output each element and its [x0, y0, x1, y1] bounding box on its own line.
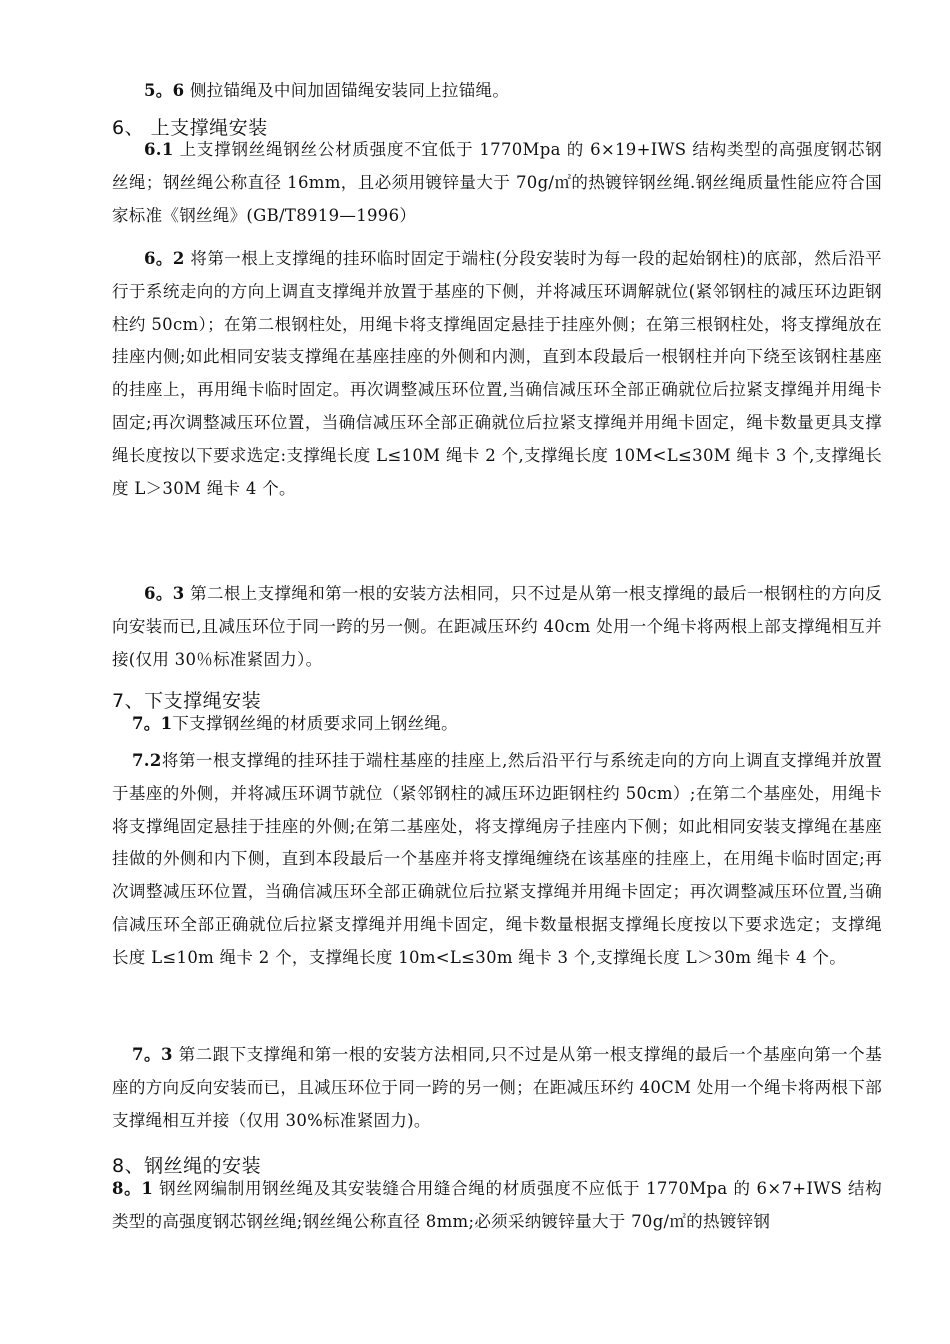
paragraph-text: 上支撑钢丝绳钢丝公材质强度不宜低于 1770Mpa 的 6×19+IWS 结构类型的高强度钢芯钢丝绳；钢丝绳公称直径 16mm，且必须用镀锌量大于 70g/㎡的热镀锌钢丝绳.钢丝绳质量性能应符合国家标准《钢丝绳》(GB/T8919—1996）	[112, 140, 882, 225]
heading-section-8: 8、钢丝绳的安装	[112, 1155, 262, 1177]
section-number: 5。6	[144, 81, 185, 100]
paragraph-text: 下支撑钢丝绳的材质要求同上钢丝绳。	[172, 714, 458, 733]
paragraph-6-3	[112, 578, 882, 676]
paragraph-text: 第二跟下支撑绳和第一根的安装方法相同,只不过是从第一根支撑绳的最后一个基座向第一个基座的方向反向安装而已，且减压环位于同一跨的另一侧；在距减压环约 40CM 处用一个绳卡将两根下部支撑绳相互并接（仅用 30%标准紧固力)。	[112, 1045, 882, 1130]
paragraph-text: 侧拉锚绳及中间加固锚绳安装同上拉锚绳。	[184, 81, 510, 100]
section-number: 6。3	[144, 584, 185, 603]
paragraph-6-2	[112, 243, 882, 505]
paragraph-text: 将第一根上支撑绳的挂环临时固定于端柱(分段安装时为每一段的起始钢柱)的底部，然后沿平行于系统走向的方向上调直支撑绳并放置于基座的下侧，并将减压环调解就位(紧邻钢柱的减压环边距钢柱约 50cm）；在第二根钢柱处，用绳卡将支撑绳固定悬挂于挂座外侧；在第三根钢柱处，将支撑绳放在挂座内侧;如此相同安装支撑绳在基座挂座的外侧和内测，直到本段最后一根钢柱并向下绕至该钢柱基座的挂座上，再用绳卡临时固定。再次调整减压环位置,当确信减压环全部正确就位后拉紧支撑绳并用绳卡固定;再次调整减压环位置，当确信减压环全部正确就位后拉紧支撑绳并用绳卡固定，绳卡数量更具支撑绳长度按以下要求选定:支撑绳长度 L≤10M 绳卡 2 个,支撑绳长度 10M<L≤30M 绳卡 3 个,支撑绳长度 L＞30M 绳卡 4 个。	[112, 249, 882, 498]
section-number: 6.1	[144, 140, 174, 159]
paragraph-text: 钢丝网编制用钢丝绳及其安装缝合用缝合绳的材质强度不应低于 1770Mpa 的 6×7+IWS 结构类型的高强度钢芯钢丝绳;钢丝绳公称直径 8mm;必须采纳镀锌量大于 70g/㎡的热镀锌钢	[112, 1179, 882, 1231]
paragraph-7-3	[112, 1039, 882, 1137]
section-number: 6。2	[144, 249, 185, 268]
section-number: 8。1	[112, 1179, 154, 1198]
paragraph-7-2	[112, 745, 882, 975]
paragraph-text: 将第一根支撑绳的挂环挂于端柱基座的挂座上,然后沿平行与系统走向的方向上调直支撑绳并放置于基座的外侧，并将减压环调节就位（紧邻钢柱的减压环边距钢柱约 50cm）;在第二个基座处，用绳卡将支撑绳固定悬挂于挂座的外侧;在第二基座处，将支撑绳房子挂座内下侧；如此相同安装支撑绳在基座挂做的外侧和内下侧，直到本段最后一个基座并将支撑绳缠绕在该基座的挂座上，在用绳卡临时固定;再次调整减压环位置，当确信减压环全部正确就位后拉紧支撑绳并用绳卡固定；再次调整减压环位置,当确信减压环全部正确就位后拉紧支撑绳并用绳卡固定，绳卡数量根据支撑绳长度按以下要求选定；支撑绳长度 L≤10m 绳卡 2 个，支撑绳长度 10m<L≤30m 绳卡 3 个,支撑绳长度 L＞30m 绳卡 4 个。	[112, 751, 882, 967]
section-number: 7。1	[132, 714, 173, 733]
paragraph-7-1	[112, 708, 882, 741]
paragraph-text: 第二根上支撑绳和第一根的安装方法相同，只不过是从第一根支撑绳的最后一根钢柱的方向反向安装而已,且减压环位于同一跨的另一侧。在距减压环约 40cm 处用一个绳卡将两根上部支撑绳相互并接(仅用 30％标准紧固力）。	[112, 584, 882, 669]
section-number: 7.2	[132, 751, 162, 770]
heading-section-6: 6、 上支撑绳安装	[112, 117, 268, 139]
paragraph-5-6	[112, 75, 882, 108]
paragraph-8-1	[112, 1173, 882, 1239]
heading-section-7: 7、下支撑绳安装	[112, 690, 262, 712]
paragraph-6-1	[112, 134, 882, 232]
section-number: 7。3	[132, 1045, 173, 1064]
